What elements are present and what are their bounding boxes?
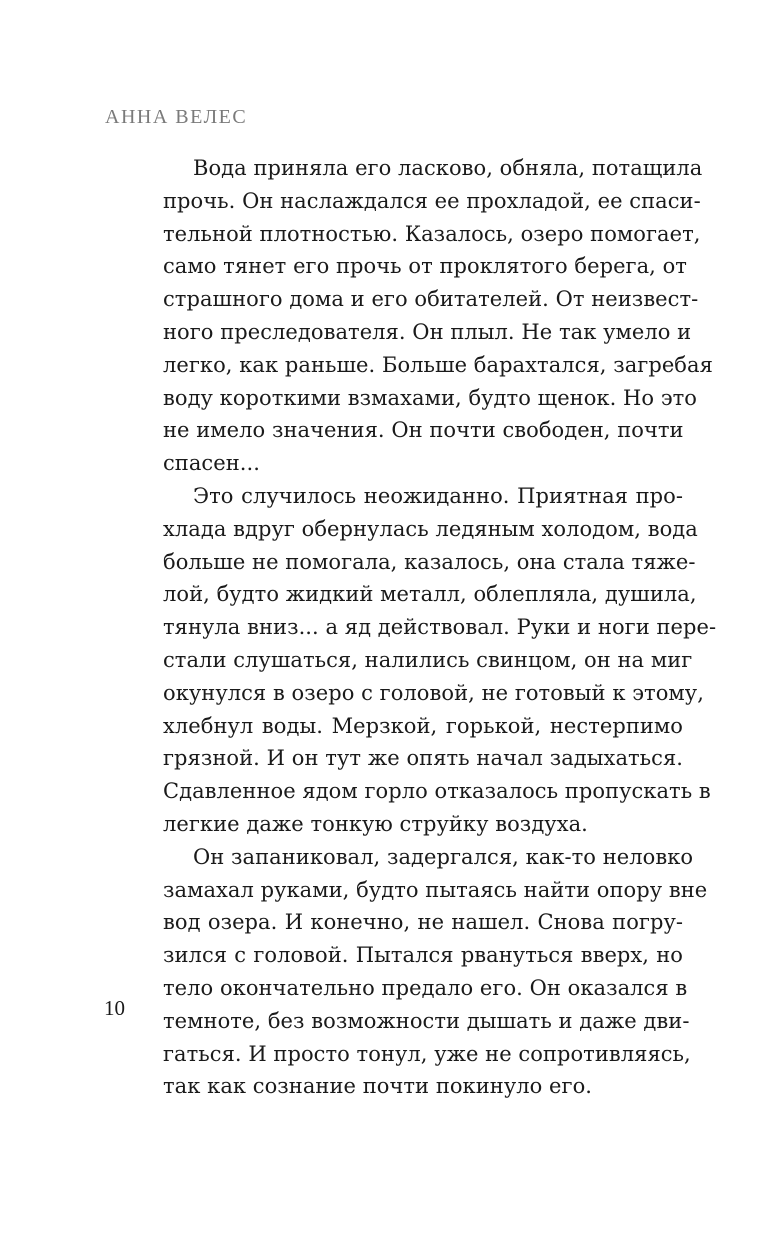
text-line: тянула вниз... а яд действовал. Руки и ноги пере- [163,615,717,640]
text-line: воду короткими взмахами, будто щенок. Но это [163,385,697,410]
paragraph [163,152,713,480]
text-line: зился с головой. Пытался рвануться вверх, но [163,943,683,968]
running-head-author: АННА ВЕЛЕС [105,106,248,128]
text-line: стали слушаться, налились свинцом, он на миг [163,647,693,672]
text-line: Он запаниковал, задергался, как-то неловко [193,844,694,869]
text-line: Вода приняла его ласково, обняла, потащила [193,156,703,180]
text-line: окунулся в озеро с головой, не готовый к этому, [163,680,704,705]
text-line: вод озера. И конечно, не нашел. Снова погру- [163,910,683,935]
text-line: больше не помогала, казалось, она стала тяже- [163,549,696,574]
text-line: ного преследователя. Он плыл. Не так умело и [163,319,692,344]
text-line: прочь. Он наслаждался ее прохладой, ее спаси- [163,188,701,213]
text-line: не имело значения. Он почти свободен, почти [163,418,684,443]
text-line: темноте, без возможности дышать и даже дви- [163,1008,690,1033]
text-line: лой, будто жидкий металл, облепляла, душила, [163,582,697,607]
text-line: Сдавленное ядом горло отказалось пропускать в [163,779,711,804]
text-line: тело окончательно предало его. Он оказался в [163,975,688,1000]
text-line: замахал руками, будто пытаясь найти опору вне [163,877,708,902]
text-line: тельной плотностью. Казалось, озеро помогает, [163,221,701,246]
paragraph [163,841,708,1103]
text-line: Это случилось неожиданно. Приятная про- [193,483,683,508]
text-line: хлада вдруг обернулась ледяным холодом, вода [163,516,698,541]
paragraph [163,480,717,841]
text-line: грязной. И он тут же опять начал задыхаться. [163,746,683,771]
text-line: хлебнул воды. Мерзкой, горькой, нестерпимо [163,713,683,738]
body-text [163,152,717,1103]
text-line: спасен... [163,451,260,476]
text-line: страшного дома и его обитателей. От неизвест- [163,287,699,312]
text-line: легкие даже тонкую струйку воздуха. [163,811,588,836]
text-line: гаться. И просто тонул, уже не сопротивляясь, [163,1041,691,1066]
text-line: само тянет его прочь от проклятого берега, от [163,254,687,279]
text-line: легко, как раньше. Больше барахтался, загребая [163,352,713,377]
page-number: 10 [104,996,125,1020]
text-line: так как сознание почти покинуло его. [163,1074,592,1099]
